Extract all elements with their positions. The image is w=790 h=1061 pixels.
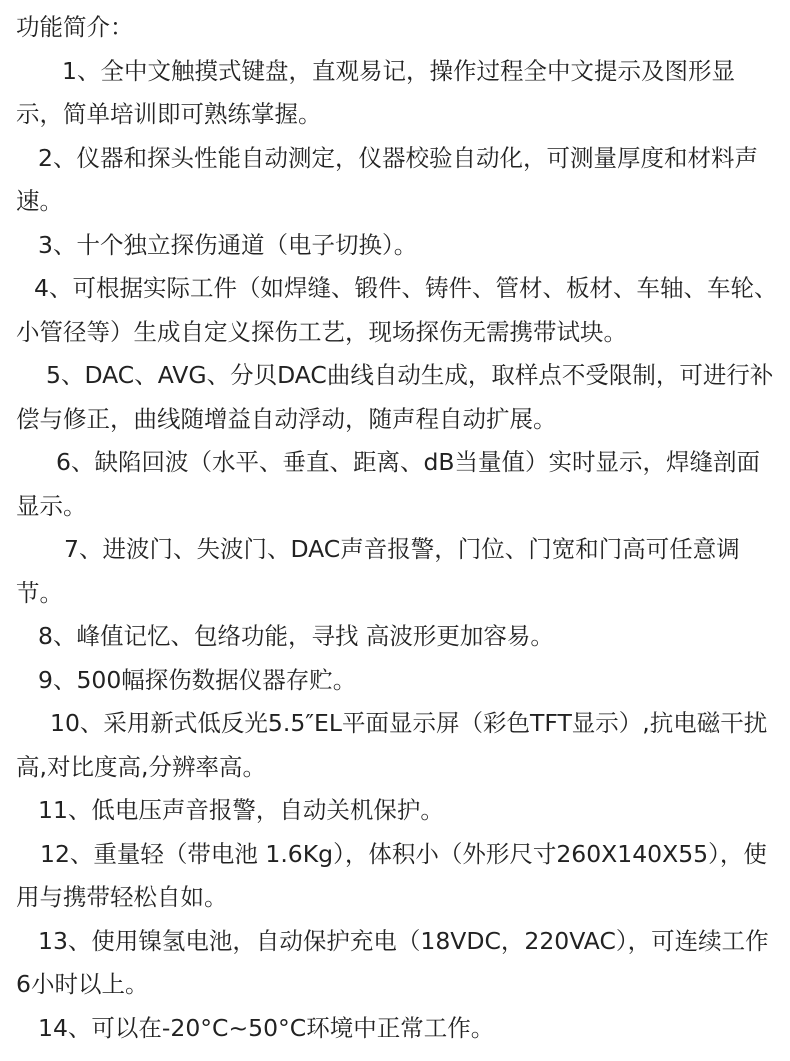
feature-item-9: 9、500幅探伤数据仪器存贮。 <box>38 665 357 694</box>
feature-item-1: 1、全中文触摸式键盘，直观易记，操作过程全中文提示及图形显示，简单培训即可熟练掌握。 <box>16 56 735 128</box>
feature-item-2: 2、仪器和探头性能自动测定，仪器校验自动化，可测量厚度和材料声速。 <box>16 143 758 215</box>
document-body <box>16 6 778 1050</box>
feature-item-7: 7、进波门、失波门、DAC声音报警，门位、门宽和门高可任意调节。 <box>16 535 740 607</box>
feature-item-8: 8、峰值记忆、包络功能，寻找 高波形更加容易。 <box>38 622 554 650</box>
feature-item-14: 14、可以在-20°C~50°C环境中正常工作。 <box>38 1013 495 1042</box>
feature-item-5: 5、DAC、AVG、分贝DAC曲线自动生成，取样点不受限制，可进行补偿与修正，曲线随增益自动浮动，随声程自动扩展。 <box>16 361 774 433</box>
feature-item-6: 6、缺陷回波（水平、垂直、距离、dB当量值）实时显示，焊缝剖面显示。 <box>16 448 760 520</box>
section-heading: 功能简介： <box>16 13 134 41</box>
feature-item-3: 3、十个独立探伤通道（电子切换）。 <box>38 230 418 259</box>
feature-item-11: 11、低电压声音报警，自动关机保护。 <box>38 796 444 824</box>
feature-item-13: 13、使用镍氢电池，自动保护充电（18VDC，220VAC），可连续工作6小时以上。 <box>16 926 769 998</box>
feature-item-10: 10、采用新式低反光5.5″EL平面显示屏（彩色TFT显示）,抗电磁干扰高,对比度高,分辨率高。 <box>16 709 768 781</box>
feature-item-12: 12、重量轻（带电池 1.6Kg），体积小（外形尺寸260X140X55），使用与携带轻松自如。 <box>16 839 767 911</box>
feature-item-4: 4、可根据实际工件（如焊缝、锻件、铸件、管材、板材、车轴、车轮、小管径等）生成自定义探伤工艺，现场探伤无需携带试块。 <box>16 274 778 346</box>
